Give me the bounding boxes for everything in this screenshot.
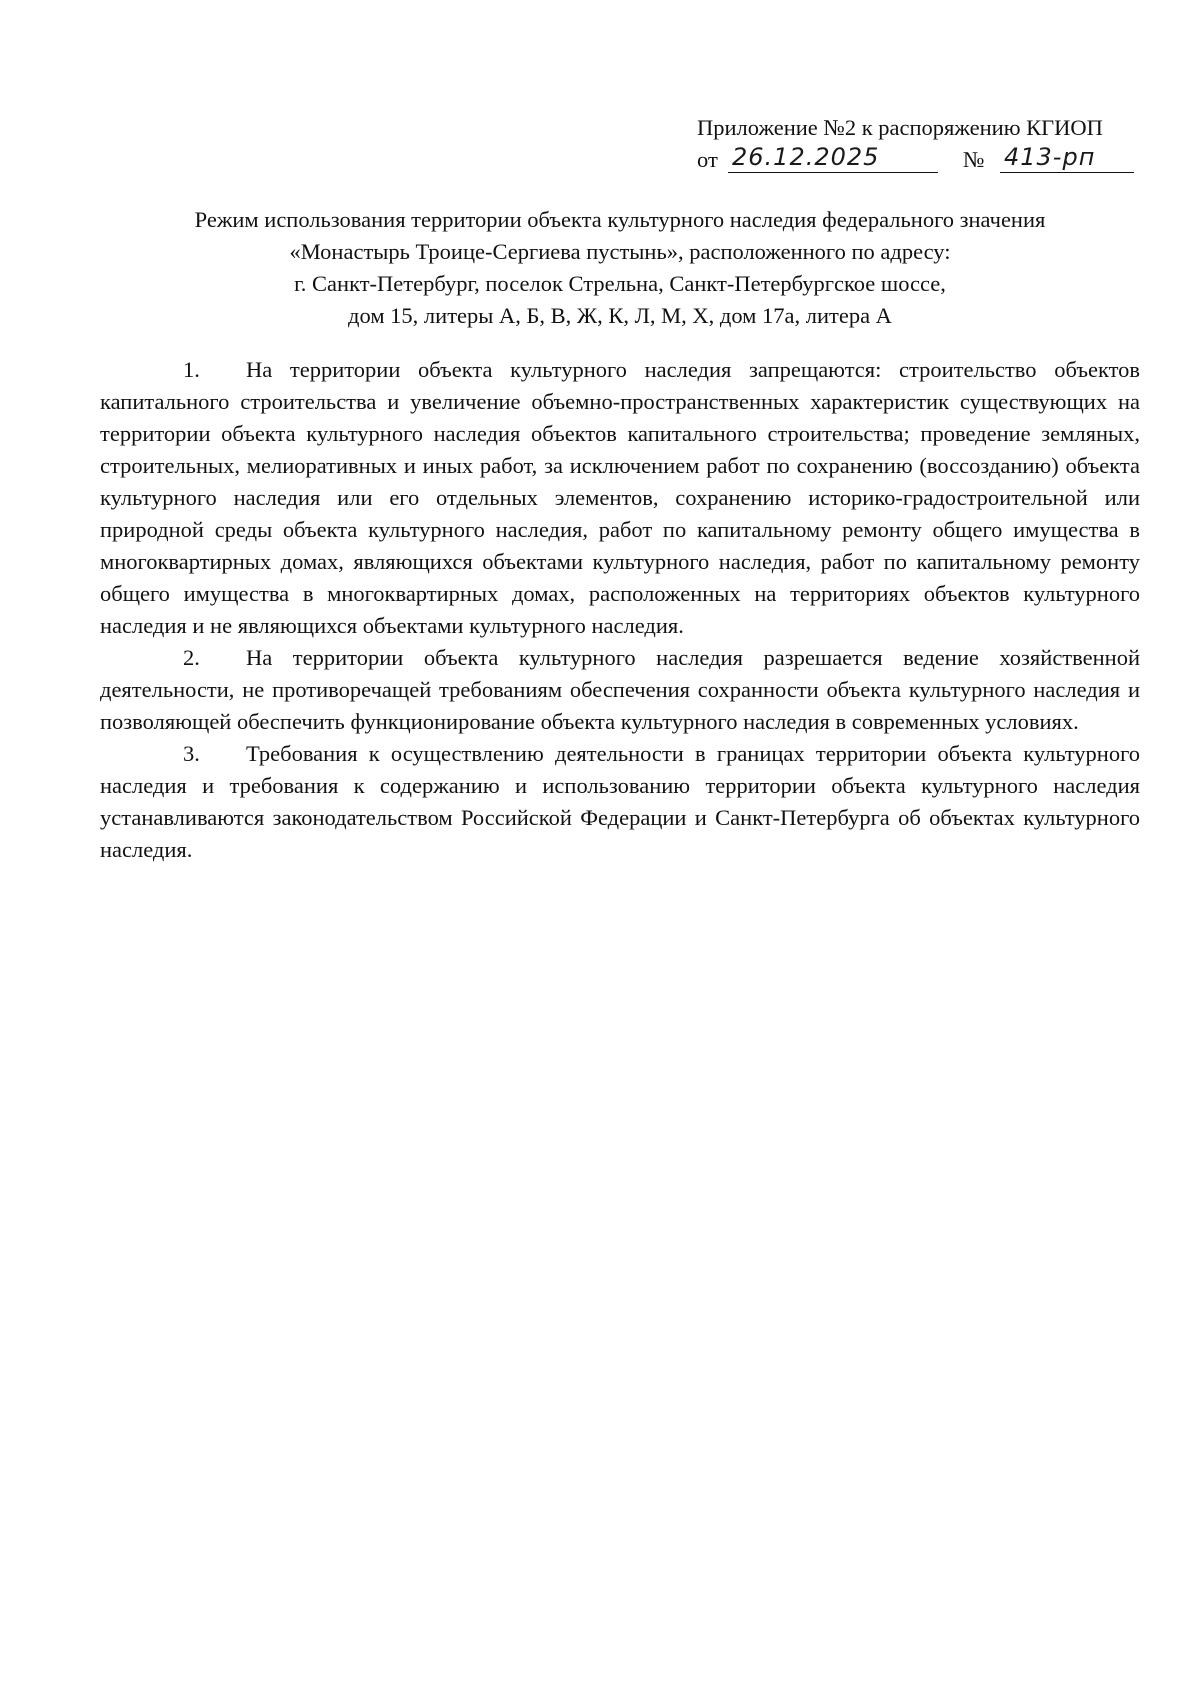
- paragraph-1: [100, 354, 1140, 642]
- paragraph-3: [100, 738, 1140, 866]
- document-body: [100, 354, 1140, 866]
- appendix-reference: Приложение №2 к распоряжению КГИОП: [697, 115, 1103, 140]
- paragraph-number: 2.: [183, 645, 200, 670]
- handwritten-date: 26.12.2025: [728, 142, 938, 173]
- paragraph-number: 1.: [183, 357, 200, 382]
- title-line-3: г. Санкт-Петербург, поселок Стрельна, Санкт-Петербургское шоссе,: [294, 271, 946, 296]
- order-date-number-line: [697, 144, 1137, 176]
- appendix-header: [697, 112, 1137, 176]
- paragraph-text: На территории объекта культурного наследия разрешается ведение хозяйственной деятельности, не противоречащей требованиям обеспечения сохранности объекта культурного наследия и позволяющей обеспечить функционирование объекта культурного наследия в современных условиях.: [100, 645, 1140, 734]
- paragraph-2: [100, 642, 1140, 738]
- title-line-1: Режим использования территории объекта культурного наследия федерального значения: [194, 207, 1046, 232]
- paragraph-text: На территории объекта культурного наследия запрещаются: строительство объектов капитального строительства и увеличение объемно-пространственных характеристик существующих на территории объекта культурного наследия объектов капитального строительства; проведение земляных, строительных, мелиоративных и иных работ, за исключением работ по сохранению (воссозданию) объекта культурного наследия или его отдельных элементов, сохранению историко-градостроительной или природной среды объекта культурного наследия, работ по капитальному ремонту общего имущества в многоквартирных домах, являющихся объектами культурного наследия, работ по капитальному ремонту общего имущества в многоквартирных домах, расположенных на территориях объектов культурного наследия и не являющихся объектами культурного наследия.: [100, 357, 1140, 638]
- title-line-4: дом 15, литеры А, Б, В, Ж, К, Л, М, Х, дом 17а, литера А: [348, 303, 892, 328]
- title-line-2: «Монастырь Троице-Сергиева пустынь», расположенного по адресу:: [289, 239, 951, 264]
- from-label: от: [697, 147, 718, 172]
- document-title: [100, 204, 1140, 332]
- handwritten-order-number: 413-рп: [1000, 142, 1134, 173]
- number-label: №: [963, 147, 985, 172]
- paragraph-text: Требования к осуществлению деятельности в границах территории объекта культурного наследия и требования к содержанию и использованию территории объекта культурного наследия устанавливаются законодательством Российской Федерации и Санкт-Петербурга об объектах культурного наследия.: [100, 741, 1140, 862]
- paragraph-number: 3.: [183, 741, 200, 766]
